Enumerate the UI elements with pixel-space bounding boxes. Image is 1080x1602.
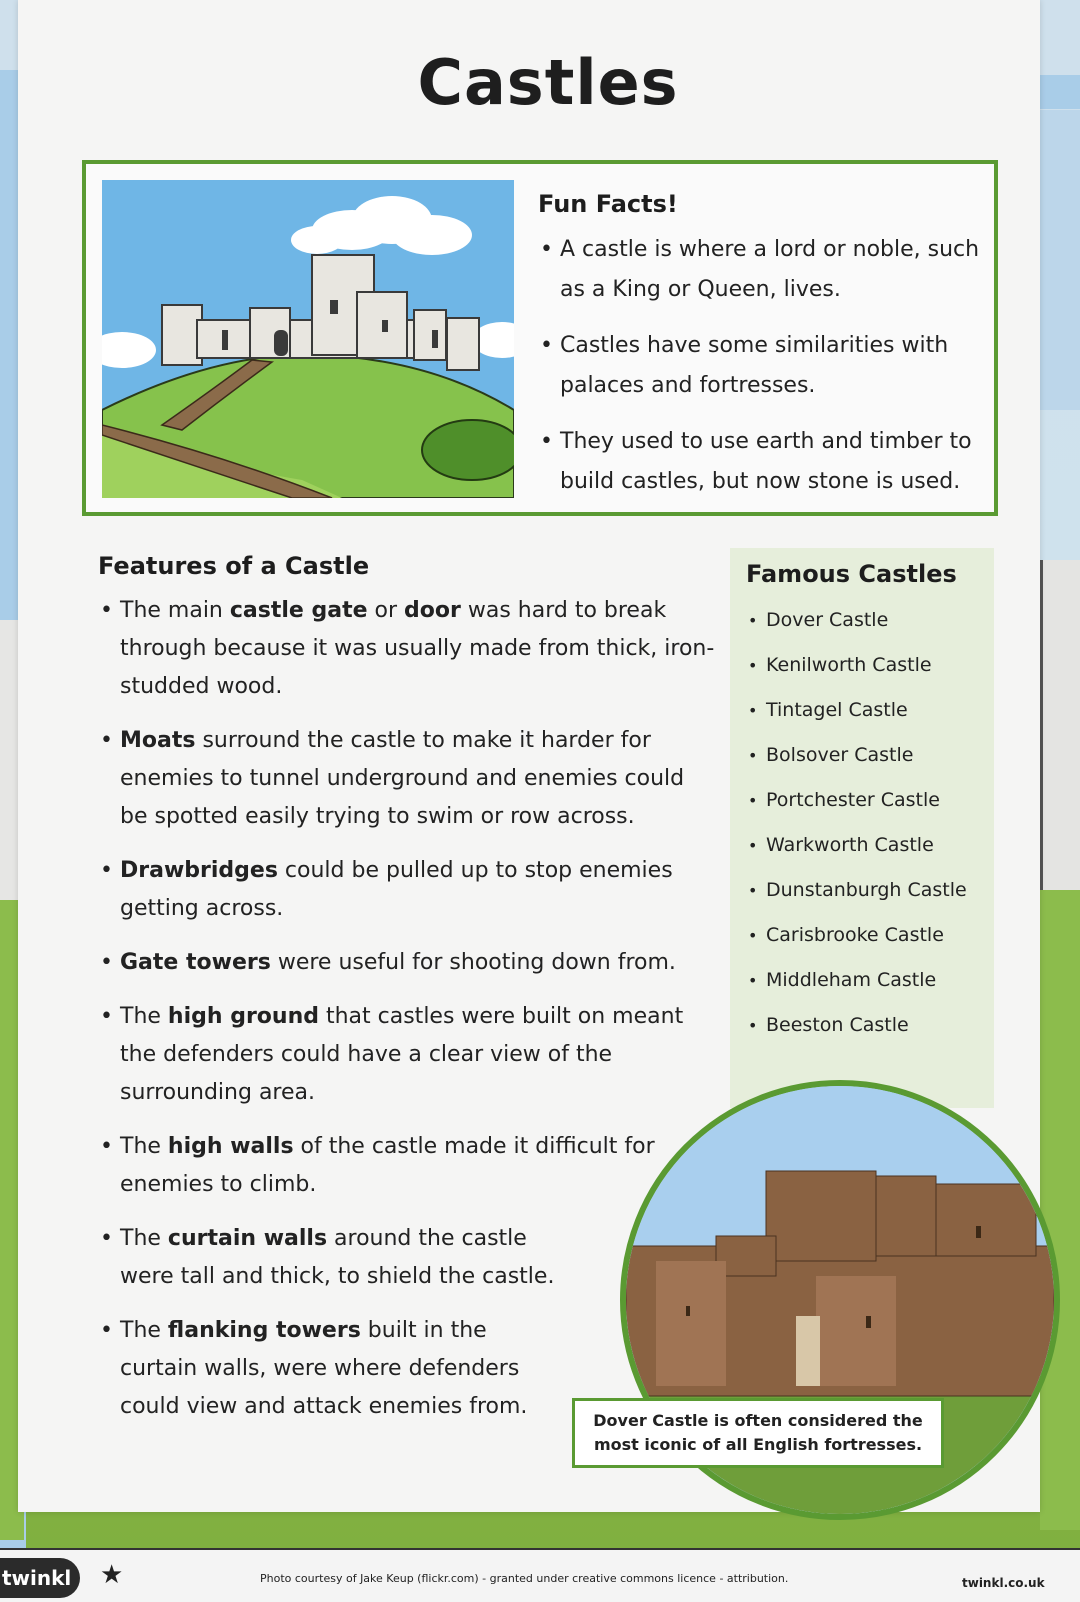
famous-castle-item: • Carisbrooke Castle bbox=[746, 913, 986, 958]
feature-item: • Gate towers were useful for shooting down from. bbox=[98, 944, 718, 982]
fun-fact-item: • A castle is where a lord or noble, such as a King or Queen, lives. bbox=[538, 230, 988, 310]
footer bbox=[0, 1548, 1080, 1602]
fun-facts-box bbox=[82, 160, 998, 516]
famous-castle-item: • Portchester Castle bbox=[746, 778, 986, 823]
famous-castle-item: • Beeston Castle bbox=[746, 1003, 986, 1048]
background-tower-right bbox=[1040, 560, 1080, 890]
famous-castle-item: • Tintagel Castle bbox=[746, 688, 986, 733]
famous-castle-item: • Kenilworth Castle bbox=[746, 643, 986, 688]
feature-item: • The flanking towers built in the curtain walls, were where defenders could view and attack enemies from. bbox=[98, 1312, 570, 1426]
page-title: Castles bbox=[417, 46, 679, 119]
famous-castle-item: • Dover Castle bbox=[746, 598, 986, 643]
fun-fact-item: • Castles have some similarities with palaces and fortresses. bbox=[538, 326, 988, 406]
feature-item: • The high ground that castles were built on meant the defenders could have a clear view of the surrounding area. bbox=[98, 998, 718, 1112]
twinkl-logo: twinkl bbox=[0, 1558, 80, 1598]
fun-facts-heading: Fun Facts! bbox=[538, 190, 678, 218]
feature-item: • The curtain walls around the castle were tall and thick, to shield the castle. bbox=[98, 1220, 580, 1296]
star-icon: ★ bbox=[100, 1560, 124, 1590]
famous-castles-list bbox=[746, 598, 986, 1048]
famous-castles-panel bbox=[730, 548, 994, 1108]
background-grass-right bbox=[1040, 890, 1080, 1530]
fun-facts-list bbox=[538, 230, 988, 518]
famous-castle-item: • Bolsover Castle bbox=[746, 733, 986, 778]
feature-item: • The main castle gate or door was hard to break through because it was usually made from thick, iron-studded wood. bbox=[98, 592, 718, 706]
feature-item: • Drawbridges could be pulled up to stop enemies getting across. bbox=[98, 852, 718, 928]
famous-castle-item: • Middleham Castle bbox=[746, 958, 986, 1003]
castle-illustration bbox=[102, 180, 514, 498]
footer-url: twinkl.co.uk bbox=[962, 1576, 1045, 1590]
background-edge-right bbox=[1040, 110, 1080, 410]
photo-credit: Photo courtesy of Jake Keup (flickr.com) - granted under creative commons licence - attribution. bbox=[260, 1572, 789, 1585]
features-heading: Features of a Castle bbox=[98, 552, 370, 580]
feature-item: • Moats surround the castle to make it harder for enemies to tunnel underground and enemies could be spotted easily trying to swim or row across. bbox=[98, 722, 718, 836]
feature-item: • The high walls of the castle made it difficult for enemies to climb. bbox=[98, 1128, 660, 1204]
famous-castle-item: • Dunstanburgh Castle bbox=[746, 868, 986, 913]
fun-fact-item: • They used to use earth and timber to build castles, but now stone is used. bbox=[538, 422, 988, 502]
photo-caption: Dover Castle is often considered the most iconic of all English fortresses. bbox=[572, 1398, 944, 1468]
famous-castle-item: • Warkworth Castle bbox=[746, 823, 986, 868]
famous-castles-heading: Famous Castles bbox=[746, 560, 957, 588]
